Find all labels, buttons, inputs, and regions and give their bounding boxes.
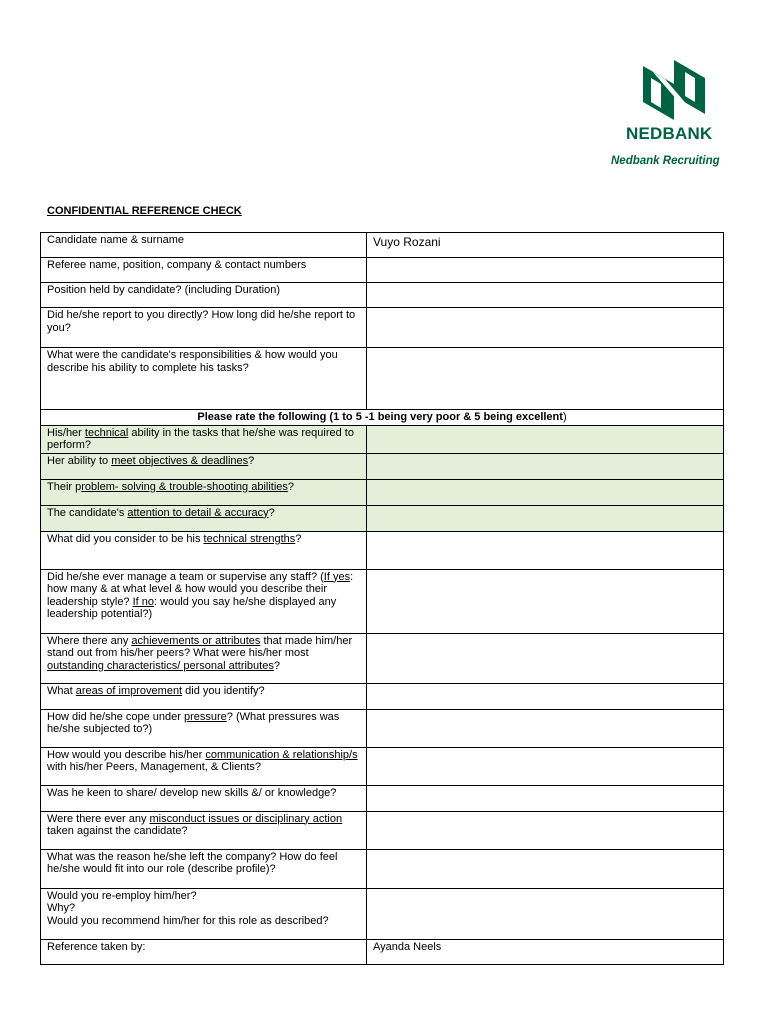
- brand-name: NEDBANK: [626, 124, 713, 143]
- label-underlined: misconduct issues or disciplinary action: [149, 812, 343, 825]
- achievements-label: [41, 633, 367, 683]
- rating-objectives-field[interactable]: [367, 453, 724, 479]
- label-underlined: outstanding characteristics/ personal attributes: [47, 659, 274, 672]
- strengths-field[interactable]: [367, 531, 724, 569]
- report-field[interactable]: [367, 308, 724, 348]
- label-text: ability in the tasks that he/she was required to perform?: [47, 426, 354, 451]
- form-row-report: [41, 308, 724, 348]
- reference-check-form: [40, 232, 724, 965]
- label-underlined: attention to detail & accuracy: [127, 506, 269, 519]
- label-text: What: [47, 684, 76, 697]
- rating-technical-label: [41, 425, 367, 453]
- candidate-name-label: Candidate name & surname: [41, 233, 367, 258]
- misconduct-field[interactable]: [367, 811, 724, 849]
- taken-by-field[interactable]: [367, 939, 724, 964]
- form-row-referee: [41, 258, 724, 283]
- label-text: Would you re-employ him/her?: [47, 889, 197, 902]
- reason-label: What was the reason he/she left the company? How do feel he/she would fit into our role (describe profile)?: [41, 849, 367, 888]
- brand-subtitle: Nedbank Recruiting: [611, 155, 720, 167]
- referee-field[interactable]: [367, 258, 724, 283]
- form-row-responsibilities: [41, 348, 724, 410]
- label-text: Would you recommend him/her for this role as described?: [47, 914, 329, 927]
- label-text: How would you describe his/her: [47, 748, 206, 761]
- rating-row-problem-solving: [41, 479, 724, 505]
- improvement-field[interactable]: [367, 683, 724, 709]
- rating-problem-solving-field[interactable]: [367, 479, 724, 505]
- nedbank-n-logo-icon: [641, 58, 707, 122]
- label-underlined: meet objectives & deadlines: [111, 454, 249, 467]
- responsibilities-field[interactable]: [367, 348, 724, 410]
- rating-header-close: ): [562, 411, 567, 423]
- form-row-communication: [41, 747, 724, 785]
- label-text: His/her: [47, 426, 85, 439]
- candidate-name-field[interactable]: [367, 233, 724, 258]
- label-underlined: If yes: [323, 570, 351, 583]
- label-text: : would you say he/she displayed any leadership potential?): [47, 595, 337, 620]
- strengths-label: [41, 531, 367, 569]
- label-text: ?: [287, 480, 295, 493]
- document-title: CONFIDENTIAL REFERENCE CHECK: [47, 205, 242, 217]
- form-row-achievements: [41, 633, 724, 683]
- form-row-reemploy: [41, 888, 724, 939]
- misconduct-label: [41, 811, 367, 849]
- responsibilities-label: What were the candidate's responsibilities & how would you describe his ability to complete his tasks?: [41, 348, 367, 410]
- rating-attention-label: [41, 505, 367, 531]
- label-underlined: communication & relationship/s: [205, 748, 358, 761]
- reemploy-label: [41, 888, 367, 939]
- manage-field[interactable]: [367, 569, 724, 633]
- rating-technical-field[interactable]: [367, 425, 724, 453]
- reason-field[interactable]: [367, 849, 724, 888]
- form-row-reason: [41, 849, 724, 888]
- label-underlined: achievements or attributes: [131, 634, 261, 647]
- report-label: Did he/she report to you directly? How long did he/she report to you?: [41, 308, 367, 348]
- rating-row-attention: [41, 505, 724, 531]
- label-text: Were there ever any: [47, 812, 150, 825]
- taken-by-label: Reference taken by:: [41, 939, 367, 964]
- achievements-field[interactable]: [367, 633, 724, 683]
- label-text: ?: [273, 659, 280, 672]
- label-text: ?: [295, 532, 302, 545]
- pressure-field[interactable]: [367, 709, 724, 747]
- position-field[interactable]: [367, 283, 724, 308]
- label-text: ?: [248, 454, 255, 467]
- rating-objectives-label: [41, 453, 367, 479]
- label-text: Where there any: [47, 634, 132, 647]
- rating-row-objectives: [41, 453, 724, 479]
- label-underlined: technical strengths: [203, 532, 296, 545]
- label-underlined: areas of improvement: [75, 684, 183, 697]
- form-row-taken-by: [41, 939, 724, 964]
- rating-header: [41, 410, 724, 426]
- label-text: ?: [268, 506, 275, 519]
- label-text: The candidate's: [47, 506, 128, 519]
- skills-field[interactable]: [367, 785, 724, 811]
- label-text: Why?: [47, 902, 76, 914]
- form-row-skills: [41, 785, 724, 811]
- rating-attention-field[interactable]: [367, 505, 724, 531]
- label-underlined: pressure: [183, 710, 227, 723]
- label-text: Her ability to: [47, 454, 112, 467]
- rating-header-text: Please rate the following (1 to 5 -1 being very poor & 5 being excellent: [197, 411, 563, 423]
- label-underlined: technical: [84, 426, 129, 439]
- rating-problem-solving-label: [41, 479, 367, 505]
- label-text: did you identify?: [182, 684, 265, 697]
- label-text: taken against the candidate?: [47, 825, 188, 837]
- label-text: What did you consider to be his: [47, 532, 204, 545]
- reemploy-field[interactable]: [367, 888, 724, 939]
- form-row-misconduct: [41, 811, 724, 849]
- form-row-manage: [41, 569, 724, 633]
- taken-by-value: Ayanda Neels: [373, 940, 442, 953]
- label-text: How did he/she cope under: [47, 710, 184, 723]
- referee-label: Referee name, position, company & contact numbers: [41, 258, 367, 283]
- label-text: Their p: [47, 480, 82, 493]
- form-row-candidate: [41, 233, 724, 258]
- label-underlined: If no: [132, 595, 155, 608]
- nedbank-logo: [626, 58, 722, 122]
- rating-header-row: [41, 410, 724, 426]
- form-row-strengths: [41, 531, 724, 569]
- communication-label: [41, 747, 367, 785]
- form-row-pressure: [41, 709, 724, 747]
- label-text: : how many & at what level & how would you describe their leadership style?: [47, 570, 354, 608]
- candidate-name-value: Vuyo Rozani: [373, 235, 441, 249]
- communication-field[interactable]: [367, 747, 724, 785]
- label-text: that made him/her stand out from his/her peers? What were his/her most: [47, 634, 353, 659]
- form-row-position: [41, 283, 724, 308]
- manage-label: [41, 569, 367, 633]
- position-label: Position held by candidate? (including Duration): [41, 283, 367, 308]
- label-text: with his/her Peers, Management, & Clients?: [47, 761, 261, 773]
- label-underlined: roblem- solving & trouble-shooting abilities: [81, 480, 288, 493]
- skills-label: Was he keen to share/ develop new skills &/ or knowledge?: [41, 785, 367, 811]
- form-row-improvement: [41, 683, 724, 709]
- label-text: Did he/she ever manage a team or supervise any staff? (: [47, 570, 324, 583]
- label-text: ? (What pressures was he/she subjected to?): [47, 710, 340, 735]
- rating-row-technical: [41, 425, 724, 453]
- pressure-label: [41, 709, 367, 747]
- improvement-label: [41, 683, 367, 709]
